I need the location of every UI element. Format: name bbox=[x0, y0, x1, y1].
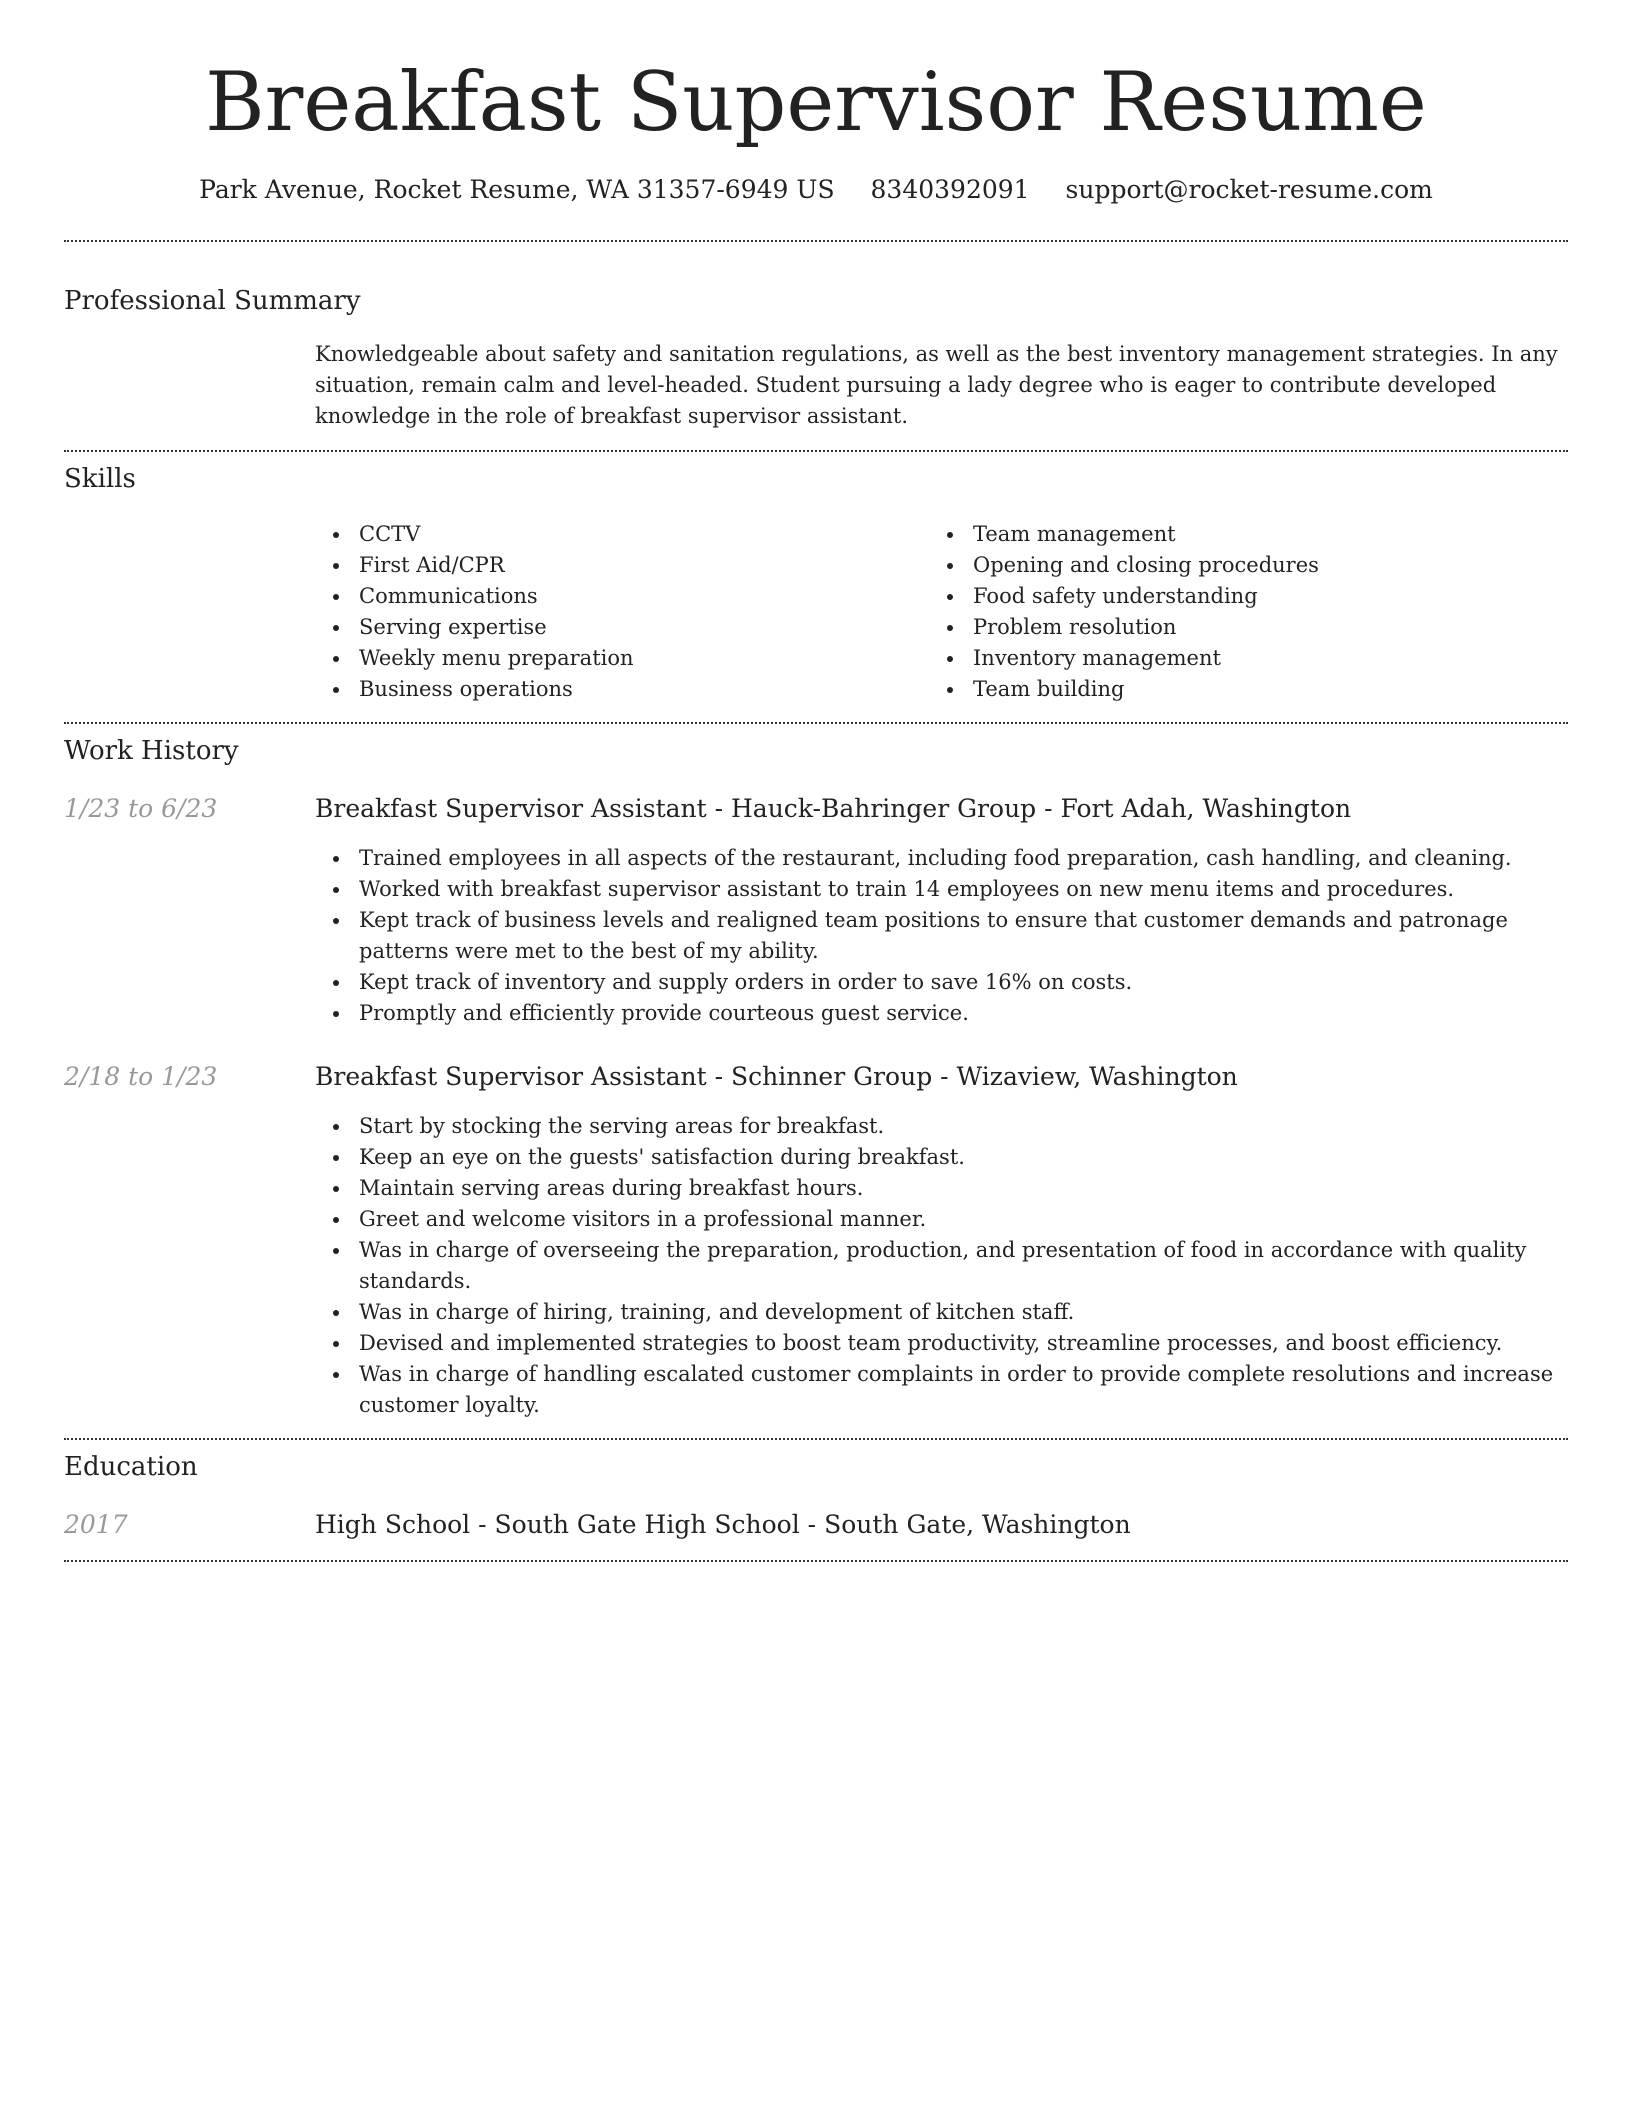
skill-item: Weekly menu preparation bbox=[315, 643, 915, 674]
summary-text: Knowledgeable about safety and sanitation regulations, as well as the best inventory management strategies. In any situation, remain calm and level-headed. Student pursuing a lady degree who is eager to contribute developed knowledge in the role of breakfast supervisor assistant. bbox=[315, 342, 1558, 428]
job-bullet: Worked with breakfast supervisor assistant to train 14 employees on new menu items and procedures. bbox=[315, 874, 1565, 905]
skill-item: CCTV bbox=[315, 519, 915, 550]
skill-item: Serving expertise bbox=[315, 612, 915, 643]
divider bbox=[64, 240, 1568, 242]
job-bullet: Maintain serving areas during breakfast hours. bbox=[315, 1173, 1565, 1204]
skill-item: Problem resolution bbox=[929, 612, 1565, 643]
job-bullet: Promptly and efficiently provide courteous guest service. bbox=[315, 998, 1565, 1029]
section-heading-work-history: Work History bbox=[64, 736, 239, 766]
job-bullet: Was in charge of overseeing the preparation, production, and presentation of food in accordance with quality standards. bbox=[315, 1235, 1565, 1297]
job-dates: 1/23 to 6/23 bbox=[64, 794, 218, 823]
job-bullet: Keep an eye on the guests' satisfaction during breakfast. bbox=[315, 1142, 1565, 1173]
job-bullet: Kept track of inventory and supply orders in order to save 16% on costs. bbox=[315, 967, 1565, 998]
contact-phone: 8340392091 bbox=[870, 175, 1030, 204]
job-responsibilities bbox=[315, 1111, 1565, 1421]
divider bbox=[64, 1560, 1568, 1562]
divider bbox=[64, 1438, 1568, 1440]
divider bbox=[64, 450, 1568, 452]
job-title: Breakfast Supervisor Assistant - Schinner Group - Wizaview, Washington bbox=[315, 1062, 1238, 1091]
skill-item: Team management bbox=[929, 519, 1565, 550]
education-date: 2017 bbox=[64, 1510, 128, 1539]
job-bullet: Greet and welcome visitors in a professional manner. bbox=[315, 1204, 1565, 1235]
job-bullet: Start by stocking the serving areas for breakfast. bbox=[315, 1111, 1565, 1142]
contact-email[interactable]: support@rocket-resume.com bbox=[1065, 175, 1433, 204]
skill-item: Inventory management bbox=[929, 643, 1565, 674]
job-dates: 2/18 to 1/23 bbox=[64, 1062, 218, 1091]
skill-item: Team building bbox=[929, 674, 1565, 705]
divider bbox=[64, 722, 1568, 724]
job-bullet: Was in charge of handling escalated customer complaints in order to provide complete resolutions and increase customer loyalty. bbox=[315, 1359, 1565, 1421]
skills-list-right bbox=[929, 519, 1565, 705]
job-bullet: Was in charge of hiring, training, and development of kitchen staff. bbox=[315, 1297, 1565, 1328]
section-heading-summary: Professional Summary bbox=[64, 286, 361, 316]
job-bullet: Trained employees in all aspects of the restaurant, including food preparation, cash handling, and cleaning. bbox=[315, 843, 1565, 874]
section-heading-skills: Skills bbox=[64, 464, 136, 494]
skill-item: Communications bbox=[315, 581, 915, 612]
skill-item: First Aid/CPR bbox=[315, 550, 915, 581]
resume-title: Breakfast Supervisor Resume bbox=[205, 56, 1427, 150]
skill-item: Opening and closing procedures bbox=[929, 550, 1565, 581]
job-bullet: Devised and implemented strategies to boost team productivity, streamline processes, and boost efficiency. bbox=[315, 1328, 1565, 1359]
skills-list-left bbox=[315, 519, 915, 705]
section-heading-education: Education bbox=[64, 1452, 198, 1482]
job-bullet: Kept track of business levels and realigned team positions to ensure that customer demands and patronage patterns were met to the best of my ability. bbox=[315, 905, 1565, 967]
job-responsibilities bbox=[315, 843, 1565, 1029]
contact-info bbox=[64, 170, 1568, 210]
skill-item: Business operations bbox=[315, 674, 915, 705]
contact-address: Park Avenue, Rocket Resume, WA 31357-6949 US bbox=[199, 175, 835, 204]
skill-item: Food safety understanding bbox=[929, 581, 1565, 612]
education-title: High School - South Gate High School - South Gate, Washington bbox=[315, 1510, 1131, 1539]
job-title: Breakfast Supervisor Assistant - Hauck-Bahringer Group - Fort Adah, Washington bbox=[315, 794, 1352, 823]
